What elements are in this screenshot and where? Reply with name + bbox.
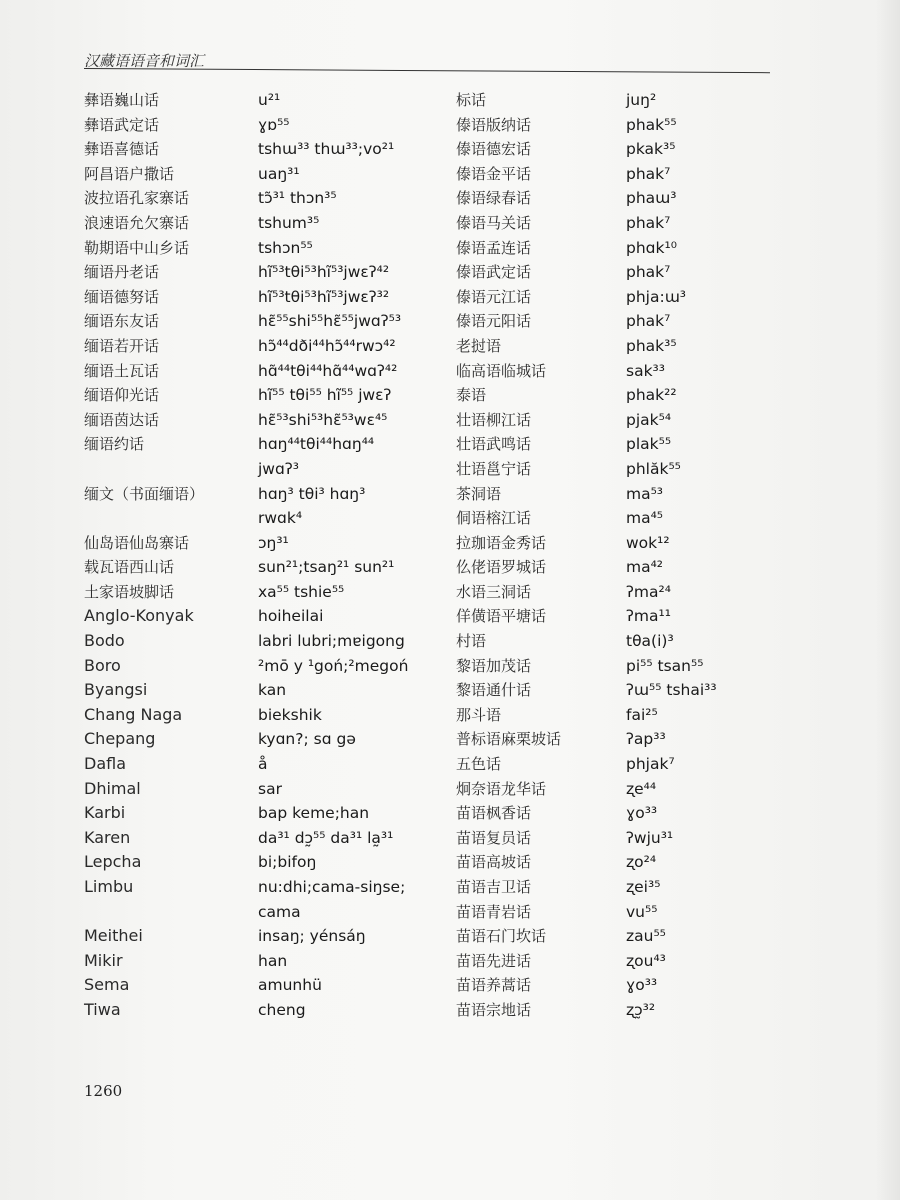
column-language-names-right [456,88,621,1023]
word-form-cell: tshum³⁵ [258,213,320,232]
language-name-cell: 普标语麻栗坡话 [456,730,562,749]
language-name-cell: Mikir [84,950,123,970]
language-name-cell: 黎语通什话 [456,681,532,700]
word-form-cell: hɑ̃⁴⁴tθi⁴⁴hɑ̃⁴⁴wɑʔ⁴² [258,361,398,380]
language-name-cell: 傣语金平话 [456,164,532,183]
language-name-cell: 傣语武定话 [456,263,532,282]
language-name-cell: 缅语丹老话 [84,263,160,282]
word-form-cell: hɔ̃⁴⁴dði⁴⁴hɔ̃⁴⁴rwɔ⁴² [258,336,396,355]
word-form-cell: pi⁵⁵ tsan⁵⁵ [626,656,704,675]
word-form-cell: da³¹ dɔ̰⁵⁵ da³¹ la̰³¹ [258,828,394,847]
word-form-cell: phak²² [626,386,677,405]
word-form-cell: cheng [258,1000,306,1019]
language-name-cell: 傣语孟连话 [456,238,532,257]
word-form-cell: hĩ⁵³tθi⁵³hĩ⁵³jwɛʔ³² [258,287,390,306]
language-name-cell: 缅语德努话 [84,287,160,306]
page-edge-shadow [876,0,900,1200]
language-name-cell: 勒期语中山乡话 [84,238,190,257]
language-name-cell: 苗语青岩话 [456,902,532,921]
word-form-cell: phak³⁵ [626,336,677,355]
word-form-cell: phjak⁷ [626,755,675,774]
language-name-cell: Boro [84,655,121,675]
word-form-cell: bap keme;han [258,804,370,823]
word-form-cell: hoiheilai [258,607,324,626]
language-name-cell: 缅文（书面缅语） [84,484,205,503]
language-name-cell: 载瓦语西山话 [84,558,175,577]
language-name-cell: 傣语马关话 [456,213,532,232]
language-name-cell: 那斗语 [456,705,502,724]
language-name-cell: Sema [84,975,130,995]
language-name-cell: 波拉语孔家寨话 [84,189,190,208]
language-name-cell: 苗语养蒿话 [456,976,532,995]
word-form-cell: ʐɔ̰³² [626,1000,656,1019]
word-form-cell: sak³³ [626,361,665,380]
word-form-cell: phak⁷ [626,164,671,183]
language-name-cell: 拉珈语金秀话 [456,533,547,552]
word-form-cell: phlăk⁵⁵ [626,459,681,478]
language-name-cell: Dhimal [84,778,141,798]
language-name-cell: 水语三洞话 [456,582,532,601]
language-name-cell: 傣语绿春话 [456,189,532,208]
language-name-cell: 彝语喜德话 [84,140,160,159]
language-name-cell: 阿昌语户撒话 [84,164,175,183]
word-form-cell: amunhü [258,976,322,995]
column-word-forms-left [258,88,448,1023]
language-name-cell: Bodo [84,631,125,651]
language-name-cell: Anglo-Konyak [84,606,194,626]
running-head: 汉藏语语音和词汇 [84,52,205,70]
language-name-cell: 苗语先进话 [456,951,532,970]
language-name-cell: 苗语复员话 [456,828,532,847]
word-form-cell: phja:ɯ³ [626,287,687,306]
language-name-cell: 浪速语允欠寨话 [84,213,190,232]
language-name-cell: 缅语东友话 [84,312,160,331]
word-form-cell: ʐou⁴³ [626,951,666,970]
word-form-cell: jwɑʔ³ [258,459,299,478]
language-name-cell: 标话 [456,91,487,109]
word-form-cell: phak⁷ [626,312,671,331]
language-name-cell [84,457,254,482]
word-form-cell: tθa(i)³ [626,632,674,651]
language-name-cell: 苗语枫香话 [456,804,532,823]
language-name-cell: 苗语吉卫话 [456,878,532,896]
word-form-cell: ɣo³³ [626,804,658,823]
word-form-cell: ʐei³⁵ [626,878,661,896]
language-name-cell: Limbu [84,877,134,896]
word-form-cell: ma⁴² [626,558,664,577]
word-form-cell: pkak³⁵ [626,140,676,159]
language-name-cell: Tiwa [84,999,121,1019]
word-form-cell: pjak⁵⁴ [626,410,672,429]
word-form-cell: å [258,755,268,774]
word-form-cell: hɛ̃⁵³shi⁵³hɛ̃⁵³wɛ⁴⁵ [258,410,388,429]
word-form-cell: sar [258,779,282,798]
word-form-cell: tshɔn⁵⁵ [258,238,313,257]
language-name-cell: 壮语武鸣话 [456,435,532,454]
word-form-cell: biekshik [258,705,322,724]
language-name-cell: Karbi [84,803,126,823]
word-form-cell: phak⁷ [626,263,671,282]
language-name-cell: 侗语榕江话 [456,509,532,528]
language-name-cell [84,506,254,531]
language-name-cell: 临高语临城话 [456,361,547,380]
language-name-cell: 缅语土瓦话 [84,361,160,380]
word-form-cell: tɔ̃³¹ thɔn³⁵ [258,189,337,208]
language-name-cell: 缅语仰光话 [84,386,160,405]
language-name-cell: 苗语石门坎话 [456,927,547,946]
word-form-cell: kyɑn?; sɑ gə [258,730,356,749]
word-form-cell: vu⁵⁵ [626,902,658,921]
language-name-cell: 黎语加茂话 [456,656,532,675]
word-form-cell: ʔɯ⁵⁵ tshai³³ [626,681,717,700]
word-form-cell: cama [258,902,301,921]
word-form-cell: hɑŋ⁴⁴tθi⁴⁴hɑŋ⁴⁴ [258,435,375,454]
language-name-cell: Chepang [84,729,156,749]
word-form-cell: hɛ̃⁵⁵shi⁵⁵hɛ̃⁵⁵jwɑʔ⁵³ [258,312,402,331]
language-name-cell: Karen [84,827,131,847]
language-name-cell: 傣语版纳话 [456,115,532,134]
language-name-cell: 村语 [456,632,487,651]
language-name-cell: 茶洞语 [456,484,502,503]
language-name-cell: 缅语约话 [84,435,145,454]
language-name-cell: 壮语邕宁话 [456,459,532,478]
word-form-cell: ɣɒ⁵⁵ [258,115,290,134]
language-name-cell: 彝语武定话 [84,115,160,134]
word-form-cell: rwɑk⁴ [258,509,303,528]
language-name-cell: 仙岛语仙岛寨话 [84,533,190,552]
word-form-cell: ma⁴⁵ [626,509,664,528]
word-form-cell: ɣo³³ [626,976,658,995]
word-form-cell: ²mō y ¹goń;²megoń [258,656,409,675]
word-form-cell: nu:dhi;cama-siŋse; [258,878,406,896]
word-form-cell: phak⁷ [626,213,671,232]
language-name-cell: 泰语 [456,386,487,405]
language-name-cell: Dafla [84,754,127,774]
word-form-cell: fai²⁵ [626,705,658,724]
word-form-cell: juŋ² [626,91,657,109]
word-form-cell: phɑk¹⁰ [626,238,677,257]
word-form-cell: ʔap³³ [626,730,666,749]
language-name-cell: 仫佬语罗城话 [456,558,547,577]
word-form-cell: phaɯ³ [626,189,677,208]
word-form-cell: ʔwju³¹ [626,828,674,847]
word-form-cell: u²¹ [258,91,281,109]
language-name-cell: Meithei [84,926,143,946]
language-name-cell: 缅语若开话 [84,336,160,355]
word-form-cell: plak⁵⁵ [626,435,672,454]
word-form-cell: uaŋ³¹ [258,164,300,183]
word-form-cell: ʐe⁴⁴ [626,779,657,798]
word-form-cell: wok¹² [626,533,670,552]
language-name-cell [84,900,254,925]
language-name-cell: 老挝语 [456,336,502,355]
word-form-cell: sun²¹;tsaŋ²¹ sun²¹ [258,558,395,577]
word-form-cell: ʐo²⁴ [626,853,657,872]
language-name-cell: 土家语坡脚话 [84,582,175,601]
language-name-cell: 苗语宗地话 [456,1000,532,1019]
word-form-cell: kan [258,681,287,700]
language-name-cell: Chang Naga [84,704,183,724]
page-number: 1260 [84,1082,123,1100]
word-form-cell: ɔŋ³¹ [258,533,289,552]
language-name-cell: 傣语德宏话 [456,140,532,159]
language-name-cell: Byangsi [84,680,148,700]
column-language-names-left [84,88,254,1023]
language-name-cell: 傣语元江话 [456,287,532,306]
language-name-cell: 彝语巍山话 [84,91,160,109]
column-word-forms-right [626,88,796,1023]
language-name-cell: 炯奈语龙华话 [456,779,547,798]
language-name-cell: 苗语高坡话 [456,853,532,872]
word-form-cell: ʔma¹¹ [626,607,671,626]
word-form-cell: insaŋ; yénsáŋ [258,927,366,946]
word-form-cell: ma⁵³ [626,484,664,503]
word-form-cell: labri lubri;mɐigong [258,632,405,651]
language-name-cell: Lepcha [84,852,142,872]
word-form-cell: bi;bifoŋ [258,853,317,872]
word-form-cell: ʔma²⁴ [626,582,671,601]
language-name-cell: 缅语茵达话 [84,410,160,429]
language-name-cell: 佯僙语平塘话 [456,607,547,626]
word-form-cell: tshɯ³³ thɯ³³;vo²¹ [258,140,395,159]
language-name-cell: 傣语元阳话 [456,312,532,331]
word-form-cell: han [258,951,288,970]
language-name-cell: 壮语柳江话 [456,410,532,429]
language-name-cell: 五色话 [456,755,502,774]
word-form-cell: hɑŋ³ tθi³ hɑŋ³ [258,484,366,503]
word-form-cell: hĩ⁵³tθi⁵³hĩ⁵³jwɛʔ⁴² [258,263,390,282]
word-form-cell: hĩ⁵⁵ tθi⁵⁵ hĩ⁵⁵ jwɛʔ [258,386,392,405]
word-form-cell: zau⁵⁵ [626,927,666,946]
word-form-cell: xa⁵⁵ tshie⁵⁵ [258,582,345,601]
word-form-cell: phak⁵⁵ [626,115,677,134]
